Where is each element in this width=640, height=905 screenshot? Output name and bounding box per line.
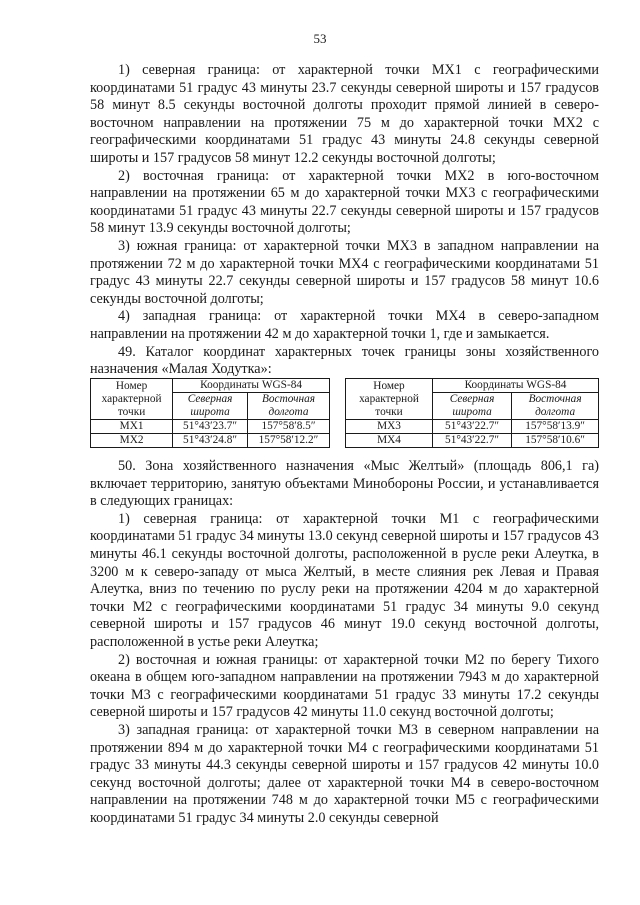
header-coordinates: Координаты WGS-84 (432, 379, 598, 393)
paragraph: 3) южная граница: от характерной точки МХ3 в западном направлении на протяжении 72 м до характерной точки МХ4 с географическими координатами 51 градус 43 минуты 22.7 секунды северной широты и 157 градусов 58 минут 10.6 секунды восточной долготы; (90, 237, 599, 307)
header-longitude: Восточная долгота (512, 393, 599, 420)
latitude-cell: 51°43′22.7″ (432, 420, 511, 434)
point-cell: МХ1 (91, 420, 173, 434)
longitude-cell: 157°58′12.2″ (248, 434, 330, 448)
longitude-cell: 157°58′13.9″ (512, 420, 599, 434)
table-row (346, 420, 599, 434)
paragraph: 1) северная граница: от характерной точки МХ1 с географическими координатами 51 градус 43 минуты 23.7 секунды северной широты и 157 градусов 58 минут 8.5 секунды восточной долготы проходит прямой линией в северо-восточном направлении на протяжении 75 м до характерной точки МХ2 с географическими координатами 51 градус 43 минуты 24.8 секунды северной широты и 157 градусов 58 минут 12.2 секунды восточной долготы; (90, 62, 599, 166)
coordinate-table-left (90, 378, 330, 448)
latitude-cell: 51°43′23.7″ (173, 420, 248, 434)
table-row (346, 434, 599, 448)
catalog-heading: 49. Каталог координат характерных точек границы зоны хозяйственного назначения «Малая Ходутка»: (90, 343, 599, 378)
table-row (91, 434, 330, 448)
paragraph: 2) восточная и южная границы: от характерной точки М2 по берегу Тихого океана в общем юго-западном направлении на протяжении 7943 м до характерной точки М3 с географическими координатами 51 градус 33 минуты 17.2 секунды северной широты и 157 градусов 42 минуты 11.0 секунд восточной долготы; (90, 651, 599, 721)
paragraph: 3) западная граница: от характерной точки М3 в северном направлении на протяжении 894 м до характерной точки М4 с географическими координатами 51 градус 33 минуты 44.3 секунды северной широты и 157 градусов 42 минуты 10.0 секунд восточной долготы; далее от характерной точки М4 в северо-восточном направлении на протяжении 748 м до характерной точки М5 с географическими координатами 51 градус 34 минуты 2.0 секунды северной (90, 721, 599, 826)
table-row (91, 420, 330, 434)
header-latitude: Северная широта (432, 393, 511, 420)
paragraph: 2) восточная граница: от характерной точки МХ2 в юго-восточном направлении на протяжении 65 м до характерной точки МХ3 с географическими координатами 51 градус 43 минуты 22.7 секунды северной широты и 157 градусов 58 минут 13.9 секунды восточной долготы; (90, 167, 599, 237)
header-longitude: Восточная долгота (248, 393, 330, 420)
paragraph: 50. Зона хозяйственного назначения «Мыс Желтый» (площадь 806,1 га) включает территорию, занятую объектами Минобороны России, и устанавливается в следующих границах: (90, 458, 599, 510)
latitude-cell: 51°43′24.8″ (173, 434, 248, 448)
page-number: 53 (313, 31, 327, 46)
longitude-cell: 157°58′8.5″ (248, 420, 330, 434)
coordinate-table-right (345, 378, 599, 448)
boundary-description-malaya-khodutka (90, 62, 599, 379)
boundary-description-mys-zheltyy (90, 458, 599, 827)
paragraph: 4) западная граница: от характерной точки МХ4 в северо-западном направлении на протяжении 42 м до характерной точки 1, где и замыкается. (90, 308, 599, 342)
latitude-cell: 51°43′22.7″ (432, 434, 511, 448)
header-coordinates: Координаты WGS-84 (173, 379, 330, 393)
header-point: Номер характерной точки (91, 379, 173, 420)
point-cell: МХ3 (346, 420, 433, 434)
point-cell: МХ4 (346, 434, 433, 448)
paragraph: 1) северная граница: от характерной точки М1 с географическими координатами 51 градус 34 минуты 13.0 секунд северной широты и 157 градусов 43 минуты 46.1 секунды восточной долготы, расположенной в русле реки Алеутка, в 3200 м к северо-западу от мыса Желтый, в месте слияния рек Левая и Правая Алеутка, вниз по течению по руслу реки на протяжении 4204 м до характерной точки М2 с географическими координатами 51 градус 34 минуты 9.0 секунд северной широты и 157 градусов 46 минут 19.0 секунд восточной долготы, расположенной в устье реки Алеутка; (90, 510, 599, 650)
longitude-cell: 157°58′10.6″ (512, 434, 599, 448)
header-point: Номер характерной точки (346, 379, 433, 420)
header-latitude: Северная широта (173, 393, 248, 420)
point-cell: МХ2 (91, 434, 173, 448)
